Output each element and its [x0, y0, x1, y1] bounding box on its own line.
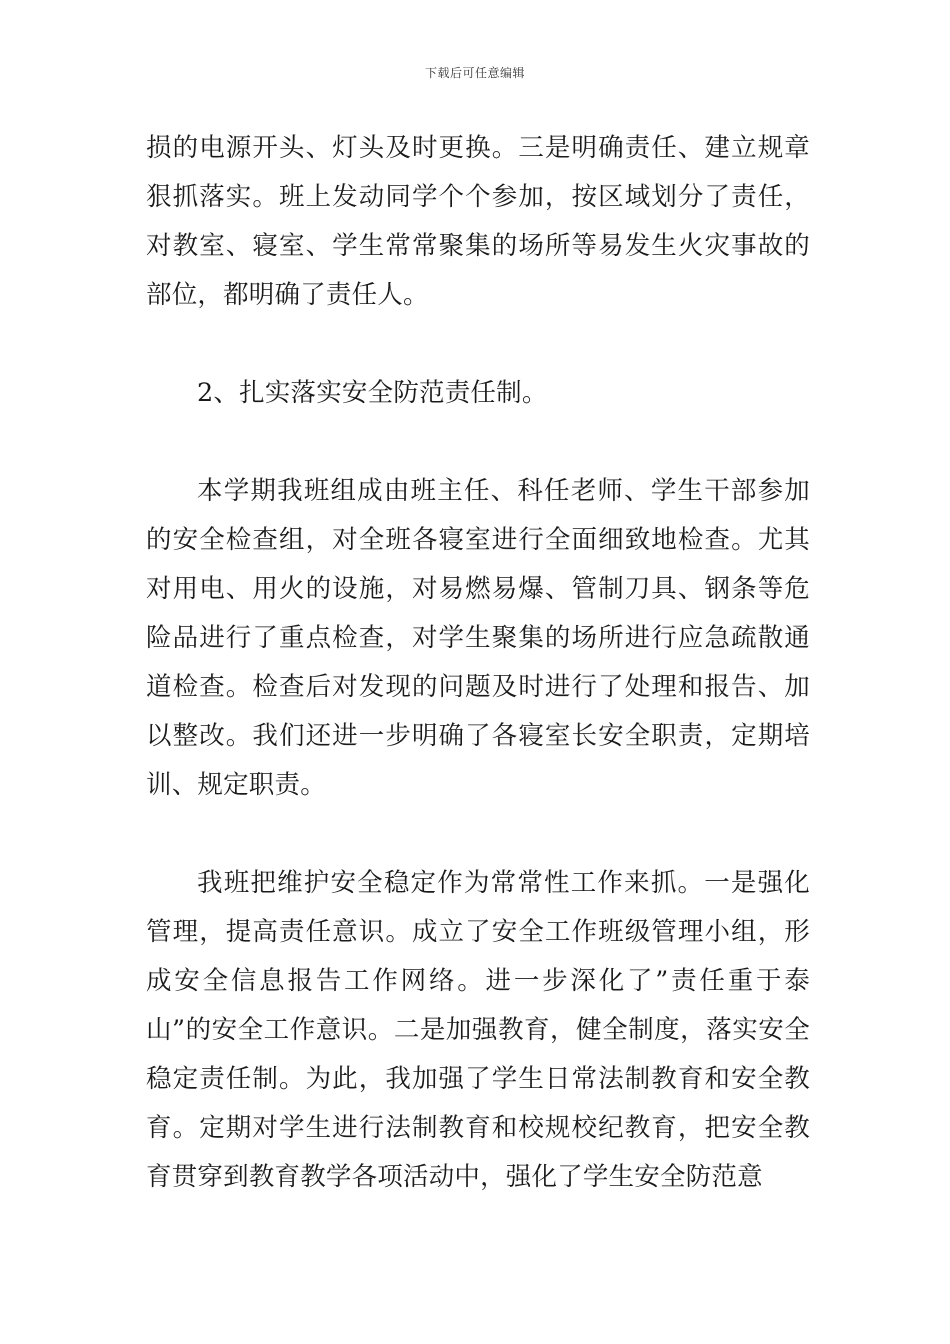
paragraph-gap: [146, 418, 810, 467]
paragraph-inspection: 本学期我班组成由班主任、科任老师、学生干部参加的安全检查组，对全班各寝室进行全面细致地检查。尤其对用电、用火的设施，对易燃易爆、管制刀具、钢条等危险品进行了重点检查，对学生聚集的场所进行应急疏散通道检查。检查后对发现的问题及时进行了处理和报告、加以整改。我们还进一步明确了各寝室长安全职责，定期培训、规定职责。: [146, 476, 810, 800]
section-heading: 2、扎实落实安全防范责任制。: [197, 378, 548, 408]
paragraph-continued: 损的电源开头、灯头及时更换。三是明确责任、建立规章狠抓落实。班上发动同学个个参加，按区域划分了责任，对教室、寝室、学生常常聚集的场所等易发生火灾事故的部位，都明确了责任人。: [146, 133, 810, 310]
paragraph-gap: [146, 320, 810, 369]
header-note: 下载后可任意编辑: [424, 66, 525, 80]
document-body: [146, 124, 810, 1202]
paragraph-gap: [146, 810, 810, 859]
paragraph-stability: 我班把维护安全稳定作为常常性工作来抓。一是强化管理，提高责任意识。成立了安全工作班级管理小组，形成安全信息报告工作网络。进一步深化了”责任重于泰山”的安全工作意识。二是加强教育，健全制度，落实安全稳定责任制。为此，我加强了学生日常法制教育和安全教育。定期对学生进行法制教育和校规校纪教育，把安全教育贯穿到教育教学各项活动中，强化了学生安全防范意: [146, 868, 810, 1192]
